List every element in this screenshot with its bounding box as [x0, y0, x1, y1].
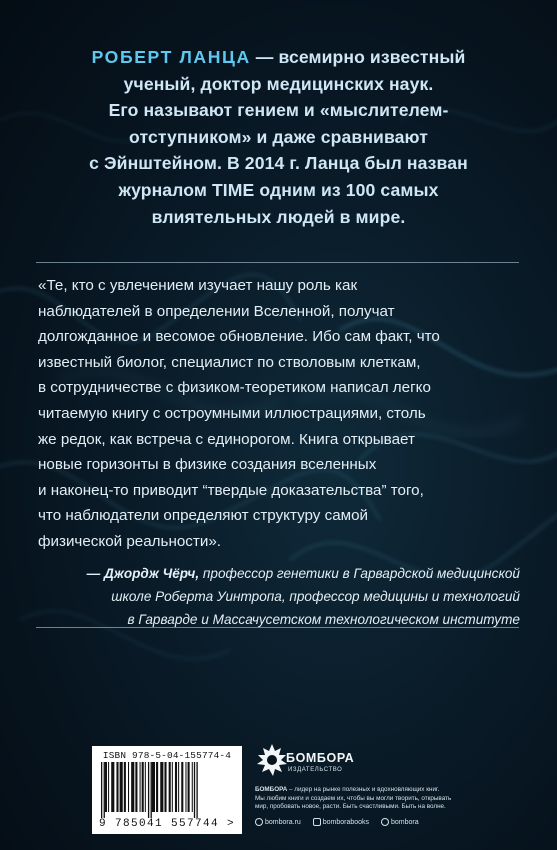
barcode-number: 9 785041 557744 >	[98, 818, 236, 830]
bombora-logo-icon	[256, 743, 288, 777]
attribution-line: в Гарварде и Массачусетском технологическом институте	[127, 612, 520, 627]
bio-line: ученый, доктор медицинских наук.	[123, 73, 434, 94]
publisher-socials	[255, 818, 535, 826]
review-quote	[38, 273, 522, 555]
telegram-icon	[381, 818, 389, 826]
quote-line: в сотрудничестве с физиком-теоретиком написал легко	[38, 379, 431, 397]
publisher-tagline	[255, 786, 525, 812]
bio-line: Его называют гением и «мыслителем-	[108, 100, 449, 121]
tagline-text: мир, пробовать новое, расти. Быть счастливыми. Быть на волне.	[255, 803, 446, 811]
bio-line: с Эйнштейном. В 2014 г. Ланца был назван	[89, 153, 468, 174]
quote-line: наблюдателей в определении Вселенной, получат	[38, 302, 395, 320]
social-link-vk[interactable]: bomborabooks	[322, 819, 370, 826]
vk-icon	[313, 818, 321, 826]
divider-top	[36, 262, 519, 263]
tagline-brand: БОМБОРА	[255, 786, 288, 793]
attribution-line: профессор генетики в Гарвардской медицинской	[199, 566, 520, 581]
author-bio	[30, 44, 527, 230]
tagline-text: – лидер на рынке полезных и вдохновляющих книг.	[287, 786, 440, 793]
quote-line: физической реальности».	[38, 532, 221, 550]
social-link-telegram[interactable]: bombora	[391, 819, 419, 826]
quote-line: известный биолог, специалист по стволовым клеткам,	[38, 353, 421, 371]
bio-line: отступником» и даже сравнивают	[129, 126, 428, 147]
quote-line: что наблюдатели определяют структуру самой	[38, 507, 369, 525]
quote-line: долгожданное и весомое обновление. Ибо сам факт, что	[38, 328, 440, 346]
isbn-text: ISBN 978-5-04-155774-4	[102, 750, 232, 761]
bio-line: влиятельных людей в мире.	[151, 206, 406, 227]
quote-line: новые горизонты в физике создания вселенных	[38, 456, 377, 474]
quote-line: и наконец-то приводит “твердые доказательства” того,	[38, 481, 424, 499]
social-link-site[interactable]: bombora.ru	[265, 819, 301, 826]
attribution-line: школе Роберта Уинтропа, профессор медицины и технологий	[111, 589, 520, 604]
quote-line: «Те, кто с увлечением изучает нашу роль как	[38, 277, 358, 294]
bio-line: журналом TIME одним из 100 самых	[118, 179, 439, 200]
barcode-block	[92, 746, 242, 834]
tagline-text: Мы любим книги и создаем их, чтобы вы могли творить, открывать	[255, 794, 452, 802]
quote-attribution	[30, 562, 520, 631]
publisher-name: БОМБОРА	[286, 751, 355, 765]
divider-bottom	[36, 627, 519, 628]
attribution-name: — Джордж Чёрч,	[86, 566, 200, 581]
globe-icon	[255, 818, 263, 826]
author-name: РОБЕРТ ЛАНЦА	[91, 47, 251, 67]
quote-line: читаемую книгу с остроумными иллюстрациями, столь	[38, 404, 426, 422]
quote-line: же редок, как встреча с единорогом. Книга открывает	[38, 430, 415, 448]
bio-line: — всемирно известный	[250, 47, 466, 67]
publisher-subtitle: ИЗДАТЕЛЬСТВО	[288, 767, 343, 773]
barcode-icon	[101, 762, 233, 818]
